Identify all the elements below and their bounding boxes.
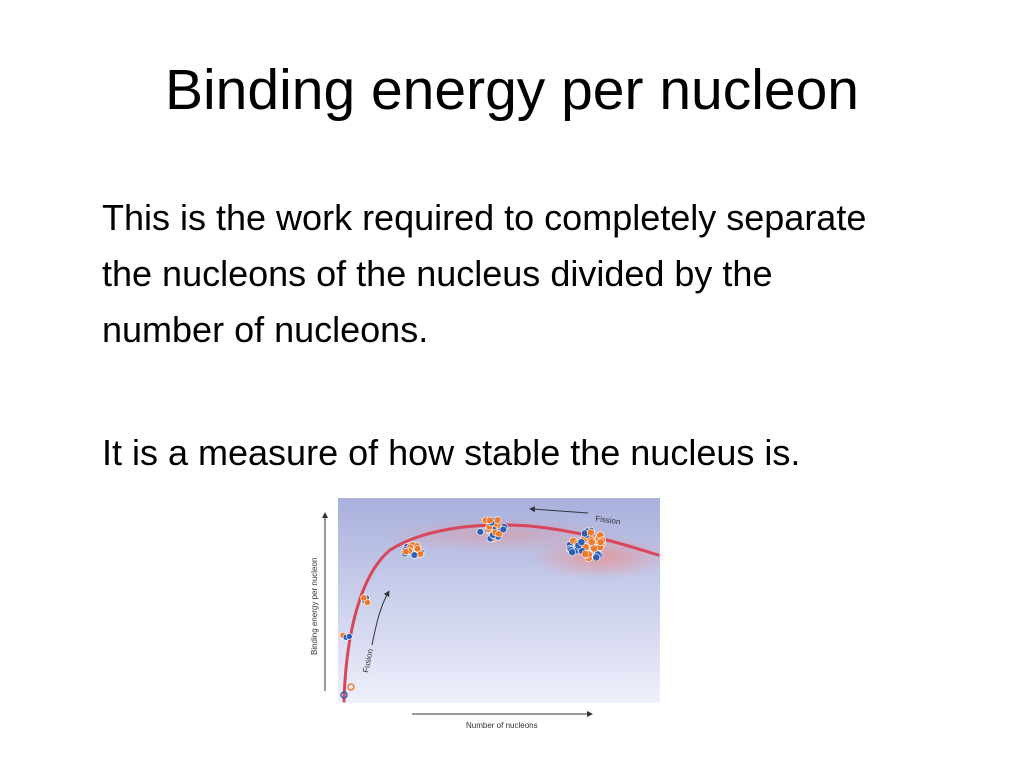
neutron-sphere [346, 634, 352, 640]
proton-sphere [597, 539, 604, 546]
slide-title: Binding energy per nucleon [165, 58, 859, 122]
proton-sphere [361, 595, 367, 601]
definition-paragraph: This is the work required to completely separate the nucleons of the nucleus divided by the number of nucleons. [102, 197, 867, 350]
neutron-sphere [500, 526, 507, 533]
proton-sphere [402, 548, 409, 555]
proton-sphere [588, 539, 595, 546]
fission-label: Fission [594, 514, 622, 527]
neutron-sphere [593, 554, 600, 561]
proton-sphere [487, 517, 494, 524]
proton-sphere [582, 550, 589, 557]
neutron-sphere [578, 539, 585, 546]
proton-sphere [494, 517, 501, 524]
proton-sphere [591, 545, 598, 552]
x-axis-label: Number of nucleons [466, 721, 538, 730]
proton-sphere [587, 529, 594, 536]
stability-paragraph: It is a measure of how stable the nucleus is. [102, 432, 801, 473]
proton-sphere [414, 545, 421, 552]
neutron-sphere [477, 528, 484, 535]
binding-energy-diagram [300, 495, 670, 735]
y-axis-label: Binding energy per nucleon [310, 557, 319, 655]
fusion-label: Fusion [361, 648, 375, 674]
binding-energy-svg [300, 495, 670, 735]
neutron-sphere [569, 549, 576, 556]
